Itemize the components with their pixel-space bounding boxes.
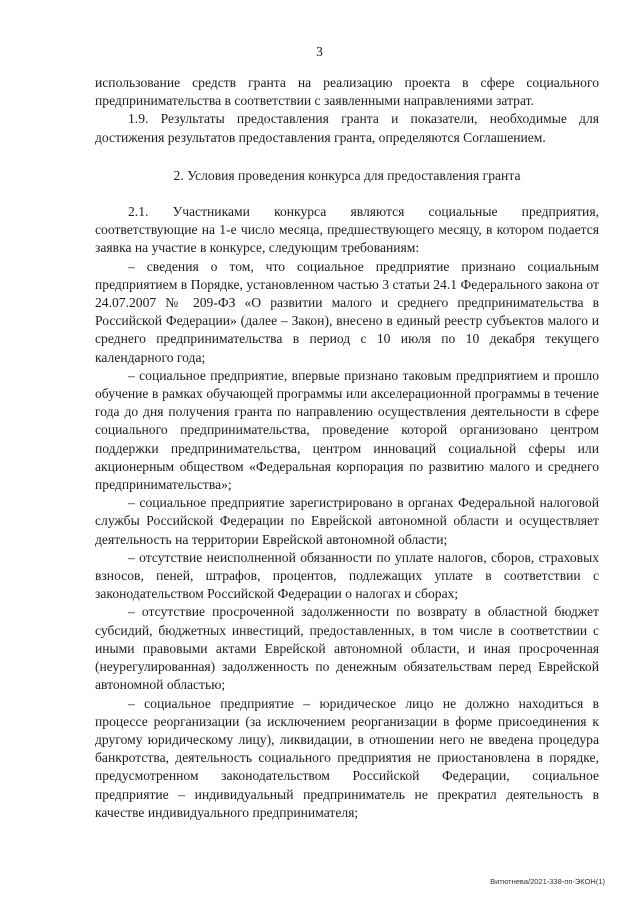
paragraph-2-1: 2.1. Участниками конкурса являются социальные предприятия, соответствующие на 1-е число месяца, предшествующего месяцу, в котором подается заявка на участие в конкурсе, следующим требованиям:	[95, 204, 599, 256]
requirement-item: – отсутствие просроченной задолженности по возврату в областной бюджет субсидий, бюджетных инвестиций, предоставленных, в том числе в соответствии с иными правовыми актами Еврейской автономной области, и иная просроченная (неурегулированная) задолженность по денежным обязательствам перед Еврейской автономной областью;	[95, 604, 599, 693]
requirement-item: – социальное предприятие, впервые признано таковым предприятием и прошло обучение в рамках обучающей программы или акселерационной программы в течение года до дня получения гранта по направлению осуществления деятельности в сфере социального предпринимательства, проведение которой организовано центром поддержки предпринимательства, центром инноваций социальной сферы или акционерным обществом «Федеральная корпорация по развитию малого и среднего предпринимательства»;	[95, 367, 599, 493]
paragraph-continuation: использование средств гранта на реализацию проекта в сфере социального предпринимательства в соответствии с заявленными направлениями затрат.	[95, 75, 599, 109]
requirement-item: – сведения о том, что социальное предприятие признано социальным предприятием в Порядке, установленном частью 3 статьи 24.1 Федерального закона от 24.07.2007 № 209-ФЗ «О развитии малого и среднего предпринимательства в Российской Федерации» (далее – Закон), внесено в единый реестр субъектов малого и среднего предпринимательства в период с 10 июля по 10 декабря текущего календарного года;	[95, 258, 599, 365]
requirement-item: – социальное предприятие зарегистрировано в органах Федеральной налоговой службы Российской Федерации по Еврейской автономной области и осуществляет деятельность на территории Еврейской автономной области;	[95, 495, 599, 547]
paragraph-1-9: 1.9. Результаты предоставления гранта и показатели, необходимые для достижения результатов предоставления гранта, определяются Соглашением.	[95, 111, 599, 145]
requirement-item: – отсутствие неисполненной обязанности по уплате налогов, сборов, страховых взносов, пеней, штрафов, процентов, подлежащих уплате в соответствии с законодательством Российской Федерации о налогах и сборах;	[95, 549, 599, 602]
page-number: 3	[316, 44, 323, 59]
requirement-item: – социальное предприятие – юридическое лицо не должно находиться в процессе реорганизации (за исключением реорганизации в форме присоединения к другому юридическому лицу), ликвидации, в отношении него не введена процедура банкротства, деятельность социального предприятия не приостановлена в порядке, предусмотренном законодательством Российской Федерации, социальное предприятие – индивидуальный предприниматель не прекратил деятельность в качестве индивидуального предпринимателя;	[95, 695, 599, 820]
document-body	[95, 74, 599, 822]
document-reference: Витютнева/2021-338-пп-ЭКОН(1)	[490, 877, 605, 886]
section-heading: 2. Условия проведения конкурса для предоставления гранта	[173, 167, 521, 183]
